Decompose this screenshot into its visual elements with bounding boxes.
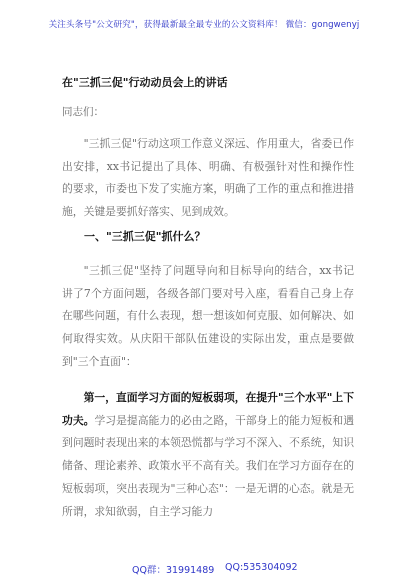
- first-point-body: 学习是提高能力的必由之路，干部身上的能力短板和遇到问题时表现出来的本领恐慌都与学习不深入、不系统，知识储备、理论素养、政策水平不高有关。我们在学习方面存在的短板弱项，突出表现为"三种心态"：一是无谓的心态。就是无所谓，求知欲弱，自主学习能力: [62, 413, 355, 518]
- header-promo-note: 关注头条号"公文研究"，获得最新最全最专业的公文资料库！ 微信：gongwenyj: [48, 20, 360, 30]
- section-heading-1: 一、"三抓三促"抓什么？: [84, 230, 206, 243]
- paragraph-first-point: [62, 387, 354, 523]
- first-point-lead: 第一，直面学习方面的短板弱项，在提升"三个水平"上下功夫。: [62, 391, 354, 427]
- footer-qq-number: QQ:535304092: [225, 562, 298, 573]
- document-title: 在"三抓三促"行动动员会上的讲话: [62, 76, 228, 89]
- salutation: 同志们：: [62, 106, 104, 118]
- paragraph-intro: "三抓三促"行动这项工作意义深远、作用重大，省委已作出安排，xx书记提出了具体、明确、有极强针对性和操作性的要求，市委也下发了实施方案，明确了工作的重点和推进措施，关键是要抓好落实、见到成效。: [62, 137, 354, 219]
- footer-qq-group: QQ群：31991489: [132, 565, 215, 576]
- paragraph-section-1: "三抓三促"坚持了问题导向和目标导向的结合，xx书记讲了7个方面问题，各级各部门要对号入座，看看自己身上存在哪些问题，有什么表现，想一想该如何克服、如何解决、如何取得实效。从庆阳干部队伍建设的实际出发，重点是要做到"三个直面"：: [62, 264, 354, 368]
